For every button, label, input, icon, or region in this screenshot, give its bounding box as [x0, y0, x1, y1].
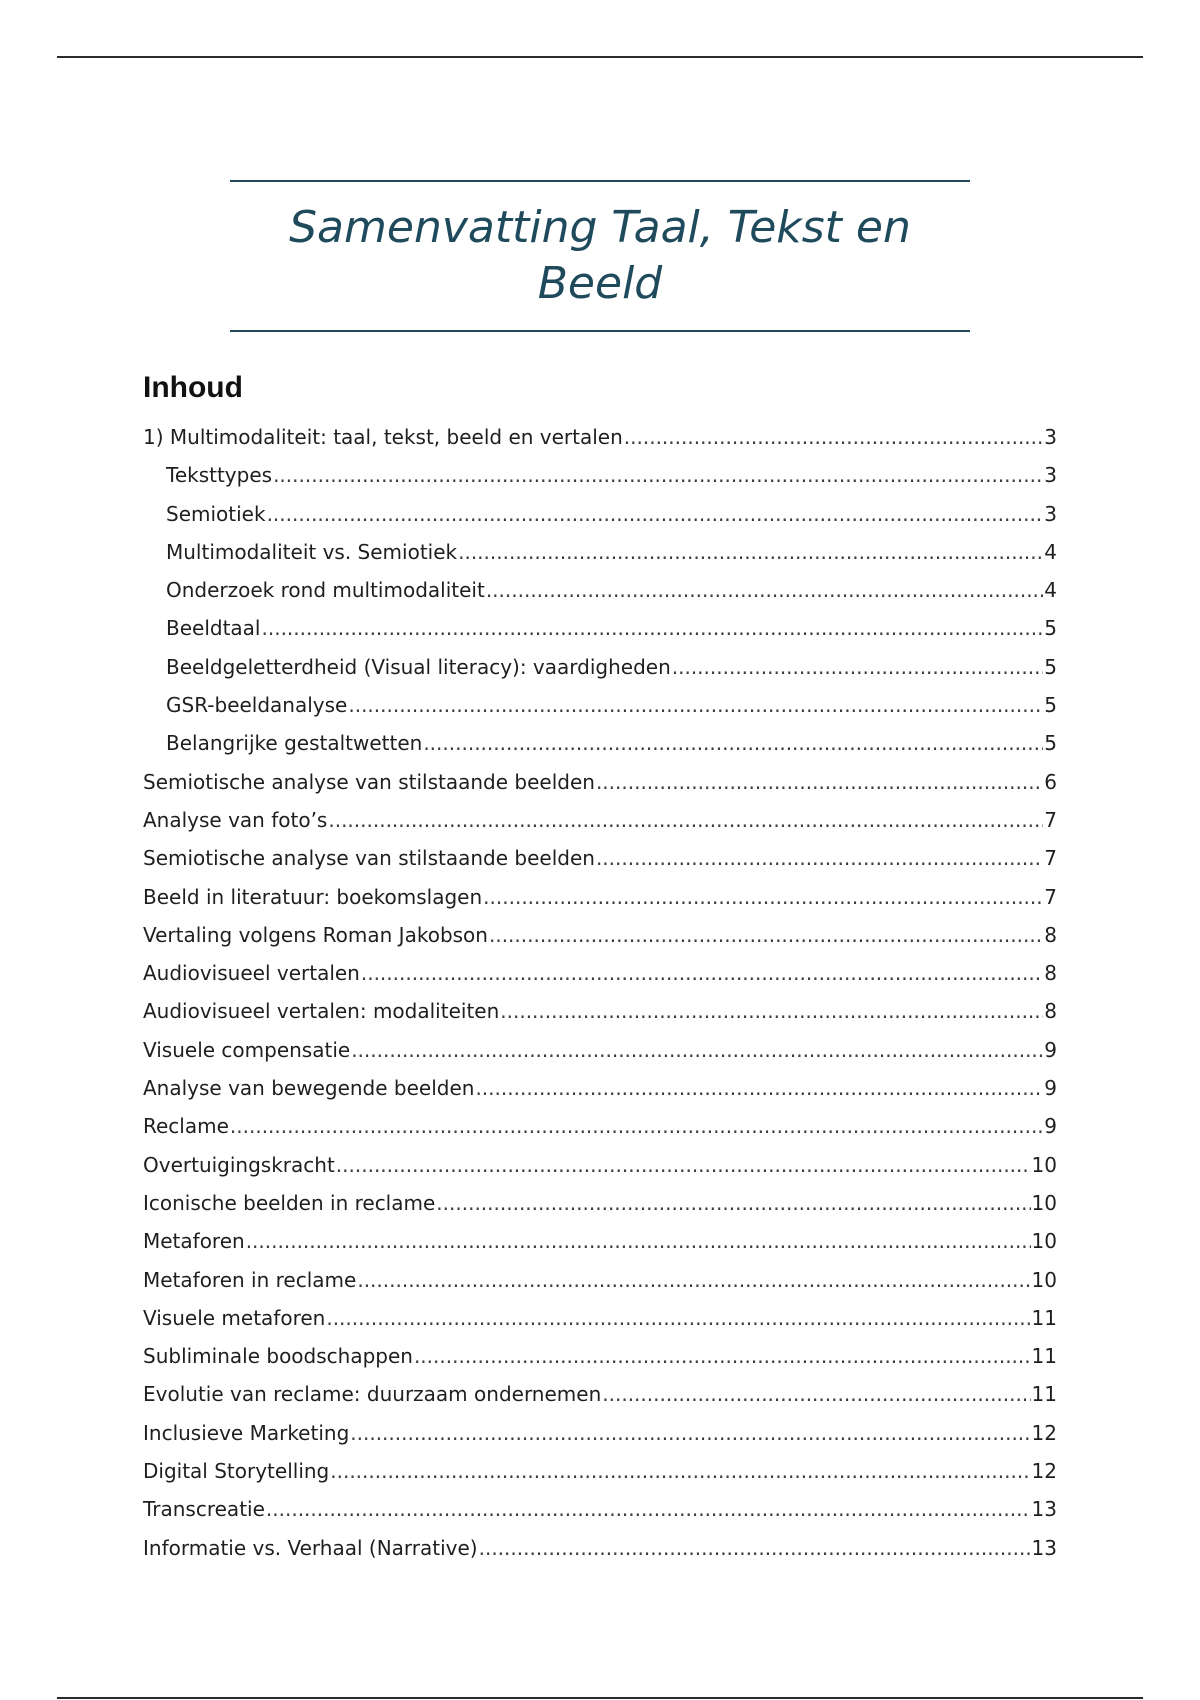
toc-dot-leader — [483, 878, 1043, 916]
toc-dot-leader — [596, 763, 1043, 801]
toc-entry[interactable] — [143, 1337, 1057, 1375]
toc-dot-leader — [475, 1069, 1043, 1107]
toc-entry-label: Iconische beelden in reclame — [143, 1190, 436, 1215]
toc-entry[interactable] — [143, 916, 1057, 954]
toc-dot-leader — [266, 1490, 1031, 1528]
toc-entry[interactable] — [143, 418, 1057, 456]
toc-entry-page: 10 — [1031, 1190, 1057, 1215]
toc-entry[interactable] — [143, 456, 1057, 494]
toc-entry[interactable] — [143, 1107, 1057, 1145]
toc-entry[interactable] — [143, 1146, 1057, 1184]
document-title: Samenvatting Taal, Tekst en Beeld — [289, 202, 911, 309]
toc-entry[interactable] — [143, 686, 1057, 724]
toc-heading: Inhoud — [143, 371, 243, 404]
toc-entry-page: 3 — [1044, 463, 1057, 488]
toc-entry-page: 7 — [1044, 884, 1057, 909]
toc-entry[interactable] — [143, 1490, 1057, 1528]
toc-dot-leader — [479, 1529, 1031, 1567]
toc-entry[interactable] — [143, 801, 1057, 839]
toc-entry-label: Analyse van bewegende beelden — [143, 1076, 475, 1101]
toc-entry-page: 11 — [1031, 1344, 1057, 1369]
page-header-rule — [57, 56, 1143, 58]
toc-entry-page: 5 — [1044, 616, 1057, 641]
toc-entry-page: 8 — [1044, 922, 1057, 947]
toc-entry-page: 8 — [1044, 999, 1057, 1024]
toc-entry-label: Digital Storytelling — [143, 1459, 330, 1484]
toc-dot-leader — [624, 418, 1043, 456]
toc-dot-leader — [458, 533, 1043, 571]
toc-entry-label: Analyse van foto’s — [143, 807, 328, 832]
toc-dot-leader — [436, 1184, 1030, 1222]
toc-entry-label: Metaforen in reclame — [143, 1267, 357, 1292]
toc-dot-leader — [500, 992, 1043, 1030]
toc-entry-label: Semiotiek — [166, 501, 266, 526]
toc-entry-page: 7 — [1044, 807, 1057, 832]
toc-entry-label: Transcreatie — [143, 1497, 265, 1522]
toc-entry-label: Beeldtaal — [166, 616, 261, 641]
toc-entry-page: 5 — [1044, 731, 1057, 756]
toc-entry-label: Subliminale boodschappen — [143, 1344, 413, 1369]
toc-dot-leader — [357, 1261, 1030, 1299]
toc-entry[interactable] — [143, 724, 1057, 762]
toc-entry-label: Visuele metaforen — [143, 1305, 326, 1330]
toc-entry[interactable] — [143, 839, 1057, 877]
toc-entry-label: Audiovisueel vertalen: modaliteiten — [143, 999, 500, 1024]
toc-dot-leader — [414, 1337, 1031, 1375]
toc-dot-leader — [361, 954, 1043, 992]
toc-dot-leader — [273, 456, 1043, 494]
toc-entry-page: 9 — [1044, 1114, 1057, 1139]
toc-entry-label: Beeldgeletterdheid (Visual literacy): vaardigheden — [166, 654, 671, 679]
toc-dot-leader — [230, 1107, 1043, 1145]
toc-dot-leader — [350, 1414, 1030, 1452]
toc-dot-leader — [351, 1031, 1043, 1069]
toc-entry-page: 9 — [1044, 1037, 1057, 1062]
toc-entry[interactable] — [143, 954, 1057, 992]
toc-entry-page: 13 — [1031, 1535, 1057, 1560]
toc-entry-page: 9 — [1044, 1076, 1057, 1101]
toc-entry-label: Multimodaliteit vs. Semiotiek — [166, 539, 458, 564]
title-bottom-rule — [230, 330, 970, 332]
toc-entry-page: 10 — [1031, 1152, 1057, 1177]
page-footer-rule — [57, 1697, 1143, 1699]
toc-entry-page: 10 — [1031, 1229, 1057, 1254]
toc-entry[interactable] — [143, 1375, 1057, 1413]
toc-dot-leader — [267, 495, 1044, 533]
toc-entry-label: Reclame — [143, 1114, 229, 1139]
toc-entry-label: Inclusieve Marketing — [143, 1420, 350, 1445]
toc-dot-leader — [596, 839, 1043, 877]
toc-entry-page: 8 — [1044, 961, 1057, 986]
toc-entry-page: 12 — [1031, 1459, 1057, 1484]
toc-entry-page: 10 — [1031, 1267, 1057, 1292]
toc-entry[interactable] — [143, 763, 1057, 801]
toc-entry-page: 13 — [1031, 1497, 1057, 1522]
title-block — [230, 180, 970, 332]
toc-entry-label: Beeld in literatuur: boekomslagen — [143, 884, 483, 909]
toc-dot-leader — [246, 1222, 1031, 1260]
toc-entry-page: 12 — [1031, 1420, 1057, 1445]
toc-entry-page: 5 — [1044, 693, 1057, 718]
toc-entry[interactable] — [143, 609, 1057, 647]
toc-dot-leader — [328, 801, 1043, 839]
toc-entry-page: 3 — [1044, 501, 1057, 526]
toc-entry[interactable] — [143, 495, 1057, 533]
toc-entry[interactable] — [143, 1414, 1057, 1452]
toc-dot-leader — [486, 571, 1043, 609]
toc-dot-leader — [489, 916, 1043, 954]
toc-dot-leader — [348, 686, 1043, 724]
toc-entry-label: Belangrijke gestaltwetten — [166, 731, 423, 756]
toc-entry-label: Semiotische analyse van stilstaande beelden — [143, 769, 595, 794]
toc-entry[interactable] — [143, 648, 1057, 686]
toc-entry[interactable] — [143, 1261, 1057, 1299]
toc-list — [143, 418, 1057, 1567]
toc-entry-label: Vertaling volgens Roman Jakobson — [143, 922, 488, 947]
toc-entry-page: 6 — [1044, 769, 1057, 794]
toc-entry-page: 3 — [1044, 425, 1057, 449]
toc-entry-label: Evolutie van reclame: duurzaam ondernemen — [143, 1382, 602, 1407]
toc-entry[interactable] — [143, 1222, 1057, 1260]
toc-dot-leader — [602, 1375, 1030, 1413]
toc-entry-label: Overtuigingskracht — [143, 1152, 335, 1177]
toc-entry[interactable] — [143, 1299, 1057, 1337]
toc-entry-label: GSR-beeldanalyse — [166, 693, 348, 718]
toc-dot-leader — [336, 1146, 1031, 1184]
toc-entry-label: Semiotische analyse van stilstaande beelden — [143, 846, 595, 871]
toc-entry-label: Audiovisueel vertalen — [143, 961, 360, 986]
toc-entry[interactable] — [143, 1184, 1057, 1222]
toc-entry-label: 1) Multimodaliteit: taal, tekst, beeld en vertalen — [143, 425, 623, 449]
toc-entry-page: 4 — [1044, 578, 1057, 603]
toc-entry[interactable] — [143, 1069, 1057, 1107]
toc-entry[interactable] — [143, 533, 1057, 571]
toc-entry-page: 11 — [1031, 1305, 1057, 1330]
toc-entry-label: Visuele compensatie — [143, 1037, 351, 1062]
toc-entry[interactable] — [143, 992, 1057, 1030]
toc-entry-label: Metaforen — [143, 1229, 245, 1254]
toc-dot-leader — [326, 1299, 1030, 1337]
toc-entry[interactable] — [143, 1452, 1057, 1490]
toc-entry[interactable] — [143, 878, 1057, 916]
toc-entry[interactable] — [143, 1529, 1057, 1567]
toc-entry-page: 7 — [1044, 846, 1057, 871]
toc-dot-leader — [672, 648, 1044, 686]
toc-dot-leader — [262, 609, 1044, 647]
toc-entry-page: 4 — [1044, 539, 1057, 564]
toc-dot-leader — [423, 724, 1043, 762]
table-of-contents — [143, 368, 1057, 1567]
toc-entry[interactable] — [143, 571, 1057, 609]
toc-entry-page: 5 — [1044, 654, 1057, 679]
toc-entry[interactable] — [143, 1031, 1057, 1069]
toc-entry-page: 11 — [1031, 1382, 1057, 1407]
toc-entry-label: Teksttypes — [166, 463, 273, 488]
toc-entry-label: Informatie vs. Verhaal (Narrative) — [143, 1535, 478, 1560]
toc-entry-label: Onderzoek rond multimodaliteit — [166, 578, 485, 603]
toc-dot-leader — [330, 1452, 1030, 1490]
